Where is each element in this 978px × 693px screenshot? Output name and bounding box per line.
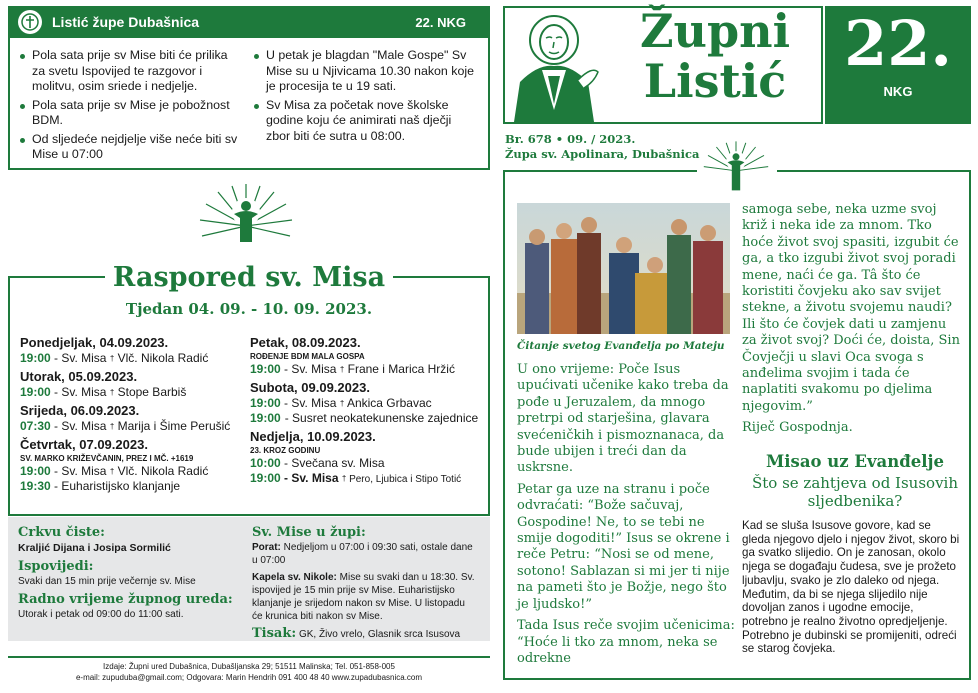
gospel-paragraph: samoga sebe, neka uzme svoj križ i neka ide za mnom. Tko hoće život svoj spasiti, izgubit će ga, a tko izgubi život svoj poradi mene, naći će ga. Tâ što će koristiti čovjeku ako sav svijet stekne, a životu svojemu naudi? Ili što će čovjek dati u zamjenu za život svoj? Doći će, doista, Sin Čovječji u slavi Oca svoga s anđelima svojim i tada će naplatiti svakomu po djelima njegovim.” — [742, 202, 960, 414]
schedule-row: 19:00 - Sv. Misa † Vlč. Nikola Radić — [20, 351, 209, 365]
notice-item: U petak je blagdan "Male Gospe" Sv Mise su u Njivicama 10.30 nakon koje je procesija te u 19 sati. — [254, 48, 478, 95]
office-value: Utorak i petak od 09:00 do 11:00 sati. — [18, 609, 184, 620]
issue-number-box — [825, 6, 971, 124]
schedule-title: Raspored sv. Misa — [112, 262, 386, 293]
schedule-day: Srijeda, 06.09.2023. — [20, 403, 140, 418]
schedule-day: Petak, 08.09.2023. — [250, 335, 361, 350]
gospel-paragraph: Petar ga uze na stranu i poče odvraćati: “Bože sačuvaj, Gospodine! Ne, to se tebi ne smije dogoditi!” Isus se okrene i reče Petru: “Nosi se od mene, sotono! Sablazan si mi jer ti nije na pameti što je Božje, nego što je ljudsko!” — [517, 481, 730, 612]
reflection-text: Kad se sluša Isusove govore, kad se gleda njegovo djelo i njegov život, skoro bi ga svatko slijedio. On je zanosan, okolo njega se događaju čudesa, sve je prožeto ljubavlju, svako je zlo daleko od njega. Međutim, da bi se njega slijedilo nije dovoljan zanos i ugodne emocije, potrebno je realno životno opredjeljenje. Potrebno je dubinski se promijeniti, odreći se starog čovjeka. — [742, 519, 960, 656]
schedule-day: Ponedjeljak, 04.09.2023. — [20, 335, 169, 350]
schedule-row: 10:00 - Svečana sv. Misa — [250, 456, 385, 470]
schedule-row: 19:00 - Sv. Misa † Ankica Grbavac — [250, 396, 432, 410]
feast-label: 23. KROZ GODINU — [250, 446, 321, 455]
gospel-painting — [517, 203, 730, 334]
right-title-line1: Župni — [639, 4, 791, 58]
left-header-bar — [8, 6, 490, 38]
gospel-paragraph: U ono vrijeme: Poče Isus upućivati učenike kako treba da pođe u Jeruzalem, da mnogo pretrpi od starješina, glavara svećeničkih i pismoznanaca, da bude ubijen i treći dan da uskrsne. — [517, 362, 729, 476]
schedule-column-1 — [20, 332, 245, 494]
notice-item: Sv Misa za početak nove školske godine koju će animirati naš dječji zbor biti će sutra u 08:00. — [254, 98, 478, 145]
schedule-row: 19:00 - Sv. Misa † Stope Barbiš — [20, 385, 187, 399]
issue-number: 22. — [844, 7, 952, 80]
gospel-caption: Čitanje svetog Evanđelja po Mateju — [517, 340, 725, 352]
left-header-title: Listić župe Dubašnica — [52, 14, 200, 30]
info-column-1 — [18, 525, 240, 633]
schedule-row: 19:00 - Sv. Misa † Frane i Marica Hržić — [250, 362, 455, 376]
reflection-title: Misao uz Evanđelje — [766, 452, 944, 471]
kapela-info: Kapela sv. Nikole: Mise su svaki dan u 18:30. Sv. ispovijed je 15 min prije sv Mise. Euharistijsko klanjanje je srijedom nakon sv Mise. U listopadu će krunica biti nakon sv Mise. — [252, 572, 475, 622]
schedule-day: Utorak, 05.09.2023. — [20, 369, 138, 384]
issue-meta — [505, 132, 699, 162]
issue-nkg: NKG — [883, 84, 913, 99]
schedule-day: Subota, 09.09.2023. — [250, 380, 370, 395]
parish-logo-icon — [18, 10, 42, 34]
reflection-question: Što se zahtjeva od Isusovih sljedbenika? — [751, 474, 959, 510]
notice-item: Pola sata prije sv Mise biti će prilika za svetu Ispovijed te razgovor i molitvu, osim sriede i nedjelje. — [20, 48, 244, 95]
schedule-row: 07:30 - Sv. Misa † Marija i Šime Perušić — [20, 419, 231, 433]
notice-list-1 — [20, 48, 244, 160]
confess-value: Svaki dan 15 min prije večernje sv. Mise — [18, 576, 196, 587]
masses-heading: Sv. Mise u župi: — [252, 525, 366, 540]
schedule-row: 19:00 - Sv. Misa † Pero, Ljubica i Stipo Totić — [250, 471, 462, 485]
gospel-text-left — [517, 362, 735, 672]
feast-label: ROĐENJE BDM MALA GOSPA — [250, 352, 365, 361]
sunburst-christ-icon — [700, 140, 772, 196]
saint-portrait-icon — [508, 10, 608, 122]
schedule-column-2 — [250, 332, 486, 487]
left-header-issue: 22. NKG — [415, 14, 466, 30]
notice-box — [8, 38, 490, 170]
schedule-subtitle: Tjedan 04. 09. - 10. 09. 2023. — [125, 300, 373, 318]
notice-item: Od sljedeće nejdjelje više neće biti sv Mise u 07:00 — [20, 132, 244, 163]
office-heading: Radno vrijeme župnog ureda: — [18, 592, 233, 607]
right-title-line2: Listić — [643, 54, 787, 108]
schedule-day: Četvrtak, 07.09.2023. — [20, 437, 148, 452]
schedule-row: 19:30 - Euharistijsko klanjanje — [20, 479, 181, 493]
gospel-paragraph: Tada Isus reče svojim učenicima: “Hoće li tko za mnom, neka se odrekne — [517, 618, 735, 666]
info-panel — [8, 517, 490, 641]
info-column-2 — [252, 525, 478, 641]
schedule-row: 19:00 - Susret neokatekunenske zajednice — [250, 411, 479, 425]
right-title — [610, 6, 820, 106]
gospel-text-right — [742, 202, 964, 442]
issue-meta-line2: Župa sv. Apolinara, Dubašnica — [505, 147, 700, 161]
clean-heading: Crkvu čiste: — [18, 525, 105, 540]
schedule-row: 19:00 - Sv. Misa † Vlč. Nikola Radić — [20, 464, 209, 478]
schedule-day: Nedjelja, 10.09.2023. — [250, 429, 376, 444]
notice-item: Pola sata prije sv Mise je pobožnost BDM. — [20, 98, 244, 129]
feast-label: SV. MARKO KRIŽEVČANIN, PREZ I MČ. +1619 — [20, 454, 194, 463]
issue-meta-line1: Br. 678 • 09. / 2023. — [505, 132, 636, 146]
clean-value: Kraljić Dijana i Josipa Sormilić — [18, 542, 171, 554]
tisak-info: Tisak: GK, Živo vrelo, Glasnik srca Isusova — [252, 626, 461, 641]
footer-line: Izdaje: Župni ured Dubašnica, Dubašljanska 29; 51511 Malinska; Tel. 051-858-005 — [103, 662, 395, 671]
sunburst-christ-icon — [196, 182, 296, 262]
left-footer — [8, 656, 490, 683]
porat-info: Porat: Nedjeljom u 07:00 i 09:30 sati, ostale dane u 07:00 — [252, 542, 473, 566]
footer-line: e-mail: zupuduba@gmail.com; Odgovara: Marin Hendrih 091 400 48 40 www.zupadubasnica.com — [75, 673, 423, 682]
confess-heading: Ispovijedi: — [18, 559, 94, 574]
gospel-paragraph: Riječ Gospodnja. — [742, 420, 853, 436]
notice-list-2 — [254, 48, 478, 160]
